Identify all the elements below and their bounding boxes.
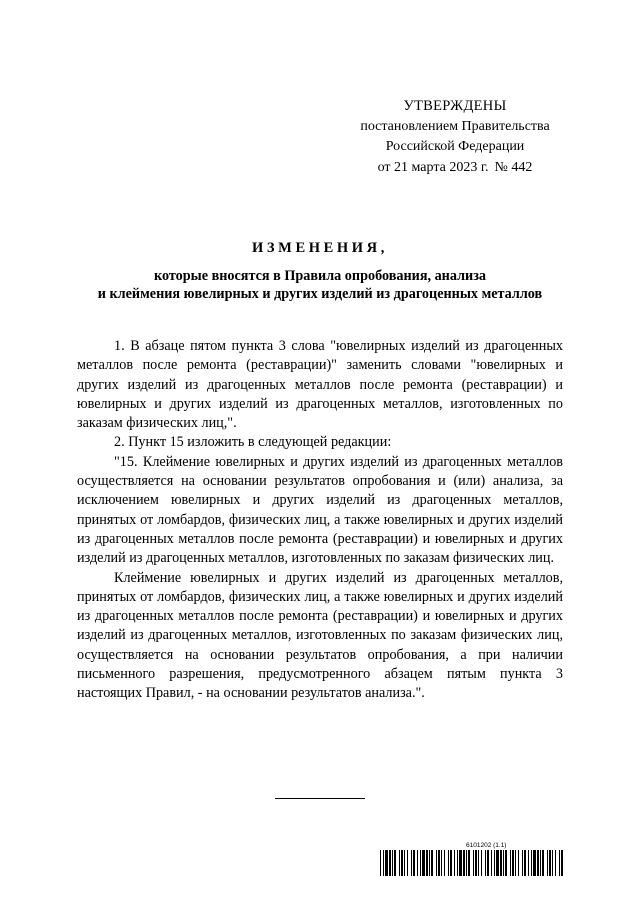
subtitle-line-1: которые вносятся в Правила опробования, анализа xyxy=(154,268,486,284)
approval-date-line xyxy=(330,158,580,179)
barcode xyxy=(380,850,563,876)
paragraph-3: "15. Клеймение ювелирных и других изделий из драгоценных металлов осуществляется на основании результатов опробования и (или) анализа, за исключением ювелирных и других изделий из драгоценных металлов, принятых от ломбардов, физических лиц, а также ювелирных и других изделий из драгоценных металлов после ремонта (реставрации) и ювелирных и других изделий из драгоценных металлов, изготовленных по заказам физических лиц. xyxy=(77,453,563,567)
document-body xyxy=(77,337,563,704)
approval-number: № 442 xyxy=(494,159,533,175)
paragraph-1: 1. В абзаце пятом пункта 3 слова "ювелирных изделий из драгоценных металлов после ремонта (реставрации)" заменить словами "ювелирных и других изделий из драгоценных металлов после ремонта (реставрации) и ювелирных и других изделий из драгоценных металлов, изготовленных по заказам физических лиц,". xyxy=(77,338,563,432)
approval-date: от 21 марта 2023 г. xyxy=(377,159,489,175)
approval-block xyxy=(330,96,580,178)
approval-line-1: постановлением Правительства xyxy=(360,118,550,134)
paragraph-4: Клеймение ювелирных и других изделий из драгоценных металлов, принятых от ломбардов, физических лиц, а также ювелирных и других изделий из драгоценных металлов после ремонта (реставрации) и ювелирных и других изделий из драгоценных металлов, изготовленных по заказам физических лиц, осуществляется на основании результатов опробования, а при наличии письменного разрешения, предусмотренного абзацем пятым пункта 3 настоящих Правил, - на основании результатов анализа.". xyxy=(77,569,563,702)
document-title: ИЗМЕНЕНИЯ, xyxy=(252,240,388,256)
subtitle-line-2: и клеймения ювелирных и других изделий из драгоценных металлов xyxy=(97,286,543,302)
paragraph-2: 2. Пункт 15 изложить в следующей редакции: xyxy=(114,434,392,451)
document-code: 6101202 (1.1) xyxy=(466,842,507,849)
closing-rule xyxy=(275,798,365,799)
approval-line-2: Российской Федерации xyxy=(385,139,525,154)
approval-heading: УТВЕРЖДЕНЫ xyxy=(403,98,507,114)
document-subtitle xyxy=(60,267,580,303)
